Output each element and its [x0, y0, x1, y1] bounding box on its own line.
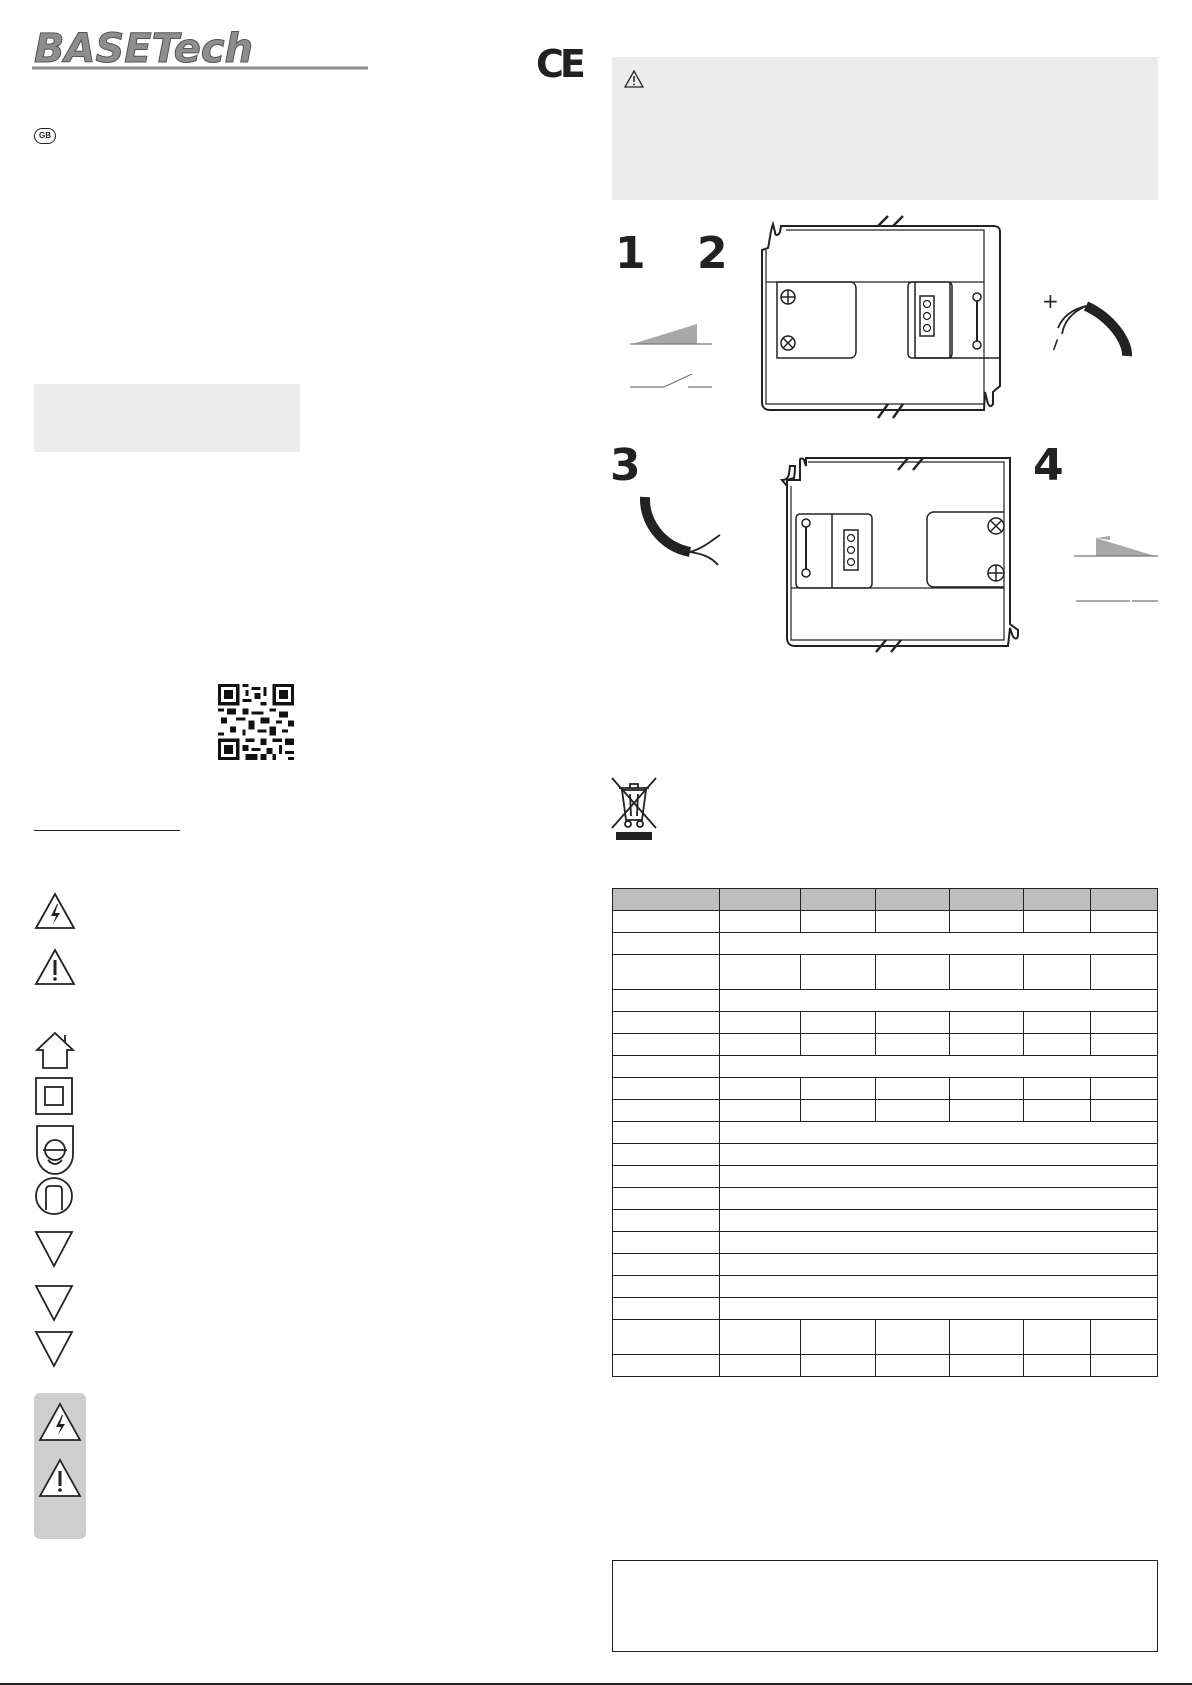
table-row [613, 1100, 1158, 1122]
warning-triangle-icon [624, 70, 644, 88]
indoor-use-house-icon [34, 1030, 76, 1070]
table-row [613, 955, 1158, 990]
table-row [613, 1298, 1158, 1320]
table-row [613, 1034, 1158, 1056]
step-number-4: 4 [1033, 440, 1064, 491]
protection-class-ii-icon [34, 1076, 74, 1116]
plus-sign: + [1042, 289, 1059, 313]
table-row [613, 1056, 1158, 1078]
electric-shock-warning-icon [34, 892, 76, 930]
triangle-symbol-icon [34, 1330, 74, 1368]
table-row [613, 1254, 1158, 1276]
device-housing-bottom [782, 458, 1018, 652]
info-box [34, 384, 300, 452]
installation-diagram [600, 210, 1160, 660]
brand-logo-text: BASETech [34, 26, 254, 72]
warning-box [612, 57, 1158, 200]
brand-logo [30, 26, 370, 72]
short-circuit-proof-icon [34, 1176, 74, 1216]
table-header-row [613, 889, 1158, 911]
triangle-symbol-icon [34, 1284, 74, 1322]
exclamation-warning-icon [38, 1458, 82, 1498]
switch-symbol-icon [630, 374, 712, 387]
table-row [613, 1078, 1158, 1100]
triangle-symbol-icon [34, 1230, 74, 1268]
table-row [613, 1232, 1158, 1254]
step-number-3: 3 [610, 440, 641, 491]
dimmer-symbol-icon [1074, 536, 1158, 556]
ce-mark: CE [536, 42, 582, 86]
table-row [613, 1210, 1158, 1232]
safety-transformer-icon [34, 1124, 76, 1176]
exclamation-warning-icon [34, 948, 76, 986]
cable-icon [645, 497, 720, 565]
device-housing-top [762, 216, 1000, 418]
table-row [613, 1122, 1158, 1144]
table-row [613, 1320, 1158, 1355]
electric-shock-warning-icon [38, 1402, 82, 1442]
table-row [613, 1355, 1158, 1377]
table-row [613, 1012, 1158, 1034]
cable-icon [1058, 306, 1127, 356]
table-row [613, 990, 1158, 1012]
section-rule [34, 830, 180, 831]
table-row [613, 1166, 1158, 1188]
table-row [613, 911, 1158, 933]
minus-sign: − [1043, 334, 1069, 356]
imprint-box [612, 1560, 1158, 1652]
specification-table [612, 888, 1158, 1377]
step-number-2: 2 [697, 228, 728, 279]
qr-code-icon [218, 684, 294, 760]
dimmer-symbol-icon [630, 324, 712, 344]
step-number-1: 1 [615, 228, 646, 279]
table-row [613, 1144, 1158, 1166]
language-badge: GB [34, 128, 56, 144]
brand-logo-graphic [30, 26, 370, 72]
weee-crossed-bin-icon [610, 776, 658, 840]
table-row [613, 933, 1158, 955]
table-row [613, 1188, 1158, 1210]
table-row [613, 1276, 1158, 1298]
